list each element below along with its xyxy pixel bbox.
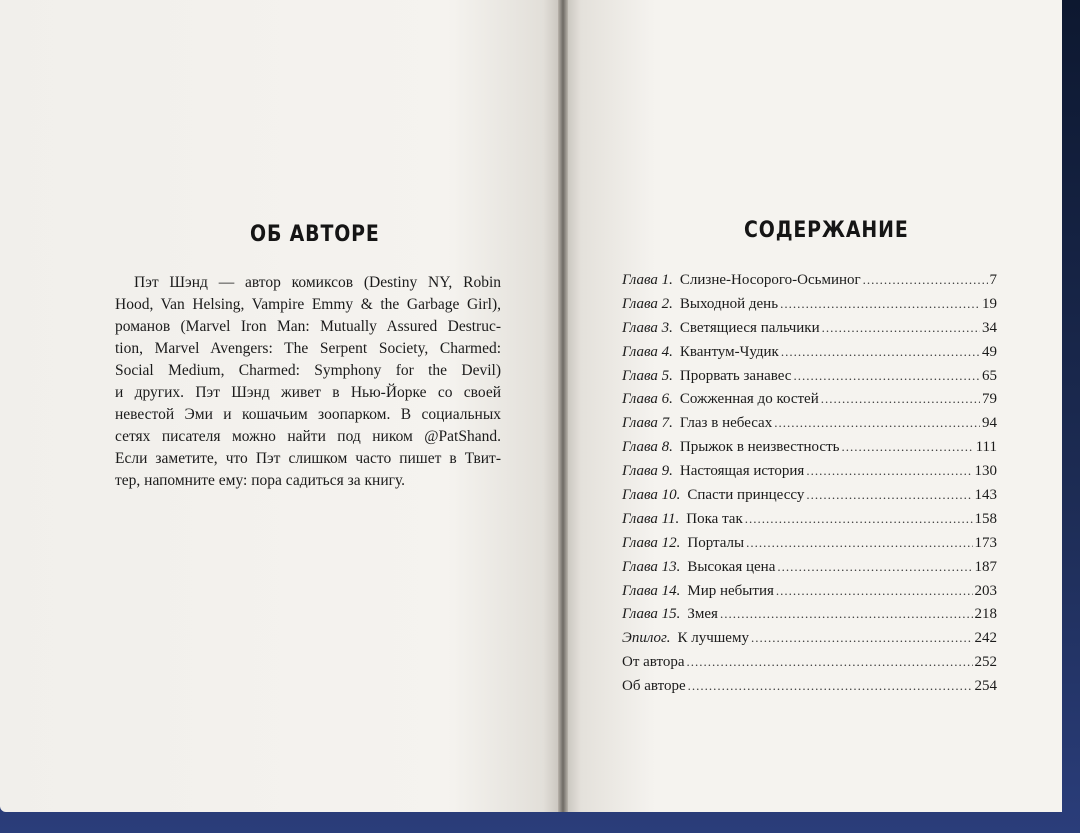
bio-line: Hood, Van Helsing, Vampire Emmy & the Garbage Girl), (115, 296, 501, 313)
toc-dot-leader (822, 320, 980, 336)
toc-page-number: 254 (974, 678, 997, 695)
toc-chapter-label: Глава 7. (622, 415, 673, 432)
toc-entry[interactable] (622, 344, 997, 368)
toc-chapter-label: Глава 15. (622, 606, 681, 623)
toc-chapter-title: Порталы (687, 534, 745, 551)
toc-chapter-label: Глава 4. (622, 343, 673, 360)
toc-chapter-title: Об авторе (622, 678, 686, 695)
toc-chapter-title: Квантум-Чудик (679, 343, 779, 360)
toc-dot-leader (777, 559, 972, 575)
toc-chapter-title: Змея (687, 606, 718, 623)
toc-dot-leader (780, 296, 980, 312)
toc-dot-leader (781, 344, 980, 360)
toc-entry[interactable] (622, 463, 997, 487)
toc-chapter-label: Глава 12. (622, 534, 681, 551)
toc-page-number: 65 (982, 367, 997, 384)
toc-entry[interactable] (622, 487, 997, 511)
toc-page-number: 252 (974, 654, 997, 671)
toc-chapter-label: Глава 14. (622, 582, 681, 599)
toc-chapter-title: Прыжок в неизвестность (679, 439, 840, 456)
toc-chapter-title: Прорвать занавес (679, 367, 792, 384)
about-author-heading: ОБ АВТОРЕ (250, 222, 380, 247)
bio-line: Social Medium, Charmed: Symphony for the Devil) (115, 362, 501, 379)
toc-chapter-label: Глава 13. (622, 558, 681, 575)
toc-chapter-title: Сожженная до костей (679, 391, 819, 408)
toc-entry[interactable] (622, 678, 997, 702)
toc-entry[interactable] (622, 296, 997, 320)
toc-dot-leader (806, 487, 972, 503)
toc-chapter-label: Глава 3. (622, 319, 673, 336)
toc-entry[interactable] (622, 272, 997, 296)
toc-chapter-title: Слизне-Носорого-Осьминог (679, 272, 861, 288)
bio-line: невестой Эми и кошачьим зоопарком. В социальных (115, 406, 501, 423)
toc-page-number: 111 (975, 439, 997, 456)
toc-chapter-title: Светящиеся пальчики (679, 319, 820, 336)
toc-chapter-label: Глава 1. (622, 272, 673, 288)
toc-page-number: 94 (982, 415, 997, 432)
toc-chapter-title: Выходной день (679, 295, 779, 312)
toc-chapter-title: От автора (622, 654, 685, 671)
toc-dot-leader (806, 463, 972, 479)
toc-page-number: 218 (974, 606, 997, 623)
toc-chapter-label: Глава 9. (622, 463, 673, 480)
toc-dot-leader (776, 583, 973, 599)
toc-page-number: 242 (974, 630, 997, 647)
toc-dot-leader (745, 511, 973, 527)
toc-page-number: 7 (989, 272, 997, 288)
book-spine (558, 0, 568, 812)
toc-chapter-label: Глава 11. (622, 510, 680, 527)
toc-page-number: 130 (974, 463, 997, 480)
toc-chapter-title: Пока так (686, 510, 743, 527)
toc-dot-leader (751, 630, 973, 646)
toc-dot-leader (746, 535, 972, 551)
toc-entry[interactable] (622, 368, 997, 392)
toc-chapter-label: Эпилог. (622, 630, 671, 647)
toc-entry[interactable] (622, 511, 997, 535)
toc-entry[interactable] (622, 559, 997, 583)
toc-entry[interactable] (622, 654, 997, 678)
toc-chapter-title: Настоящая история (679, 463, 805, 480)
toc-entry[interactable] (622, 535, 997, 559)
toc-entry[interactable] (622, 583, 997, 607)
toc-entry[interactable] (622, 415, 997, 439)
toc-chapter-label: Глава 5. (622, 367, 673, 384)
toc-dot-leader (863, 272, 988, 288)
bio-line: и других. Пэт Шэнд живет в Нью-Йорке со своей (115, 384, 501, 401)
toc-chapter-title: Глаз в небесах (679, 415, 773, 432)
bio-line: Если заметите, что Пэт слишком часто пишет в Твит- (115, 450, 501, 467)
toc-page-number: 49 (982, 343, 997, 360)
toc-page-number: 34 (982, 319, 997, 336)
toc-page-number: 203 (974, 582, 997, 599)
toc-entry[interactable] (622, 320, 997, 344)
toc-page-number: 143 (974, 487, 997, 504)
toc-entry[interactable] (622, 630, 997, 654)
author-bio (115, 272, 501, 492)
toc-page-number: 173 (974, 534, 997, 551)
toc-chapter-title: К лучшему (677, 630, 749, 647)
toc-chapter-label: Глава 2. (622, 295, 673, 312)
bio-line: романов (Marvel Iron Man: Mutually Assured Destruc- (115, 318, 501, 335)
bio-line: сетях писателя можно найти под ником @PatShand. (115, 428, 501, 445)
toc-dot-leader (793, 368, 980, 384)
toc-chapter-title: Мир небытия (687, 582, 774, 599)
toc-dot-leader (687, 654, 973, 670)
bio-line: тер, напомните ему: пора садиться за книгу. (115, 472, 406, 489)
toc-dot-leader (774, 415, 980, 431)
toc-entry[interactable] (622, 439, 997, 463)
toc-dot-leader (688, 678, 973, 694)
table-of-contents (622, 272, 997, 702)
toc-chapter-label: Глава 8. (622, 439, 673, 456)
toc-page-number: 187 (974, 558, 997, 575)
toc-dot-leader (720, 606, 973, 622)
contents-heading: СОДЕРЖАНИЕ (744, 218, 909, 243)
toc-chapter-label: Глава 6. (622, 391, 673, 408)
toc-page-number: 79 (982, 391, 997, 408)
toc-page-number: 19 (982, 295, 997, 312)
toc-chapter-title: Высокая цена (687, 558, 776, 575)
toc-dot-leader (841, 439, 973, 455)
toc-entry[interactable] (622, 391, 997, 415)
toc-chapter-label: Глава 10. (622, 487, 681, 504)
toc-dot-leader (821, 391, 980, 407)
bio-line: Пэт Шэнд — автор комиксов (Destiny NY, Robin (134, 274, 501, 291)
toc-entry[interactable] (622, 606, 997, 630)
toc-page-number: 158 (974, 510, 997, 527)
toc-chapter-title: Спасти принцессу (687, 487, 805, 504)
bio-line: tion, Marvel Avengers: The Serpent Society, Charmed: (115, 340, 501, 357)
